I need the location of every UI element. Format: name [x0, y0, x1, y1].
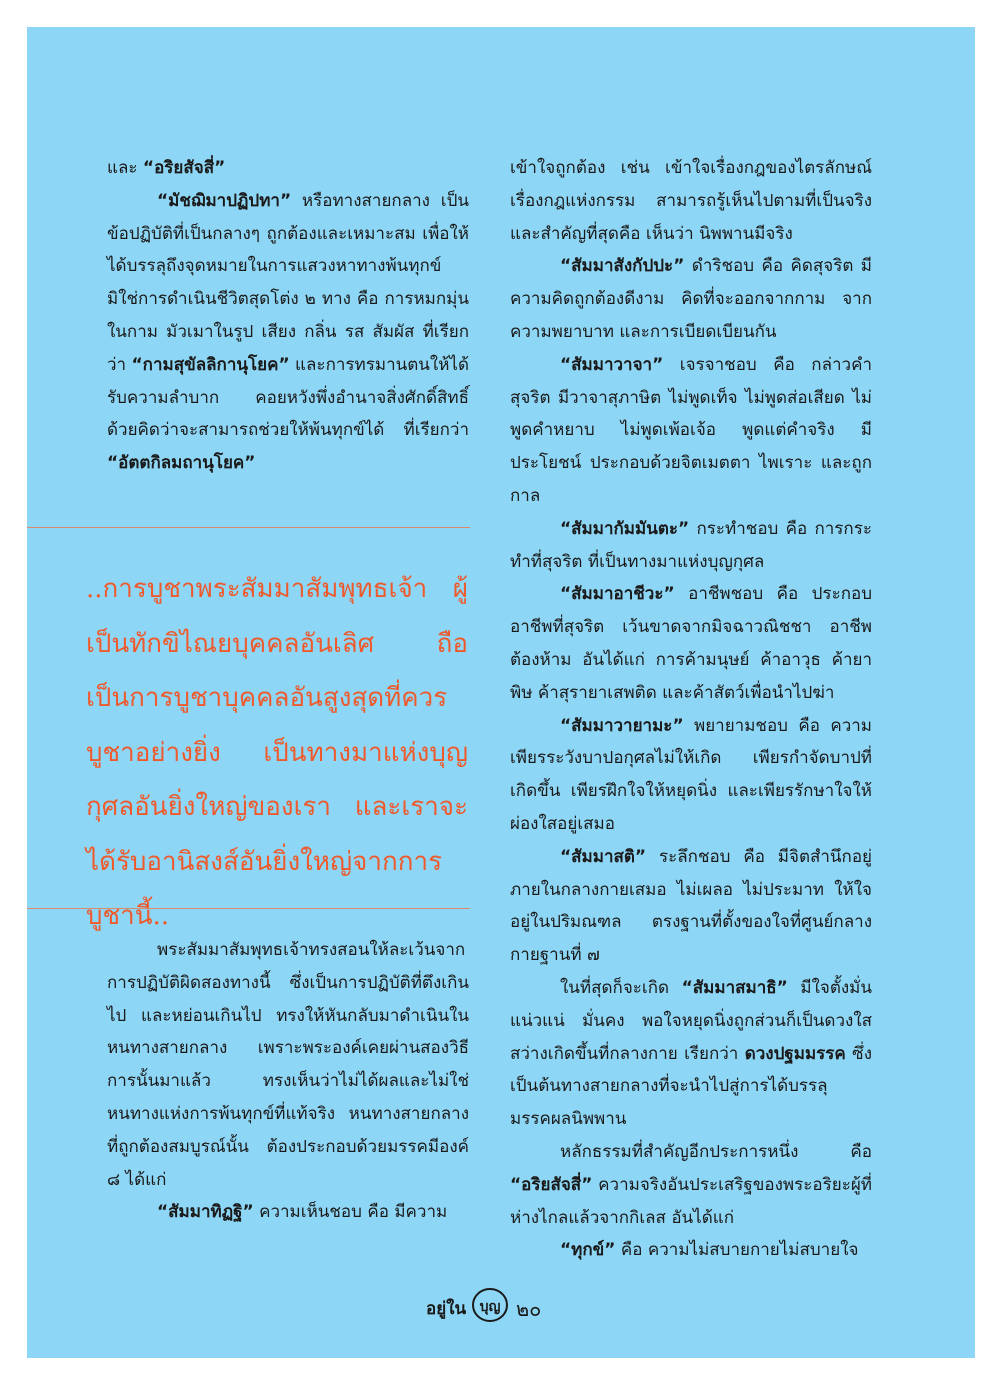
paragraph [510, 1234, 872, 1267]
paragraph [510, 710, 872, 841]
paragraph [107, 934, 469, 1196]
text-run: ในที่สุดก็จะเกิด [560, 977, 682, 998]
page-number: ๒๐ [516, 1297, 542, 1321]
bold-term: ดวงปฐมมรรค [744, 1043, 846, 1064]
text-run: เข้าใจถูกต้อง เช่น เข้าใจเรื่องกฎของไตรลักษณ์ เรื่องกฎแห่งกรรม สามารถรู้เห็นไปตามที่เป็นจริง และสำคัญที่สุดคือ เห็นว่า นิพพานมีจริง [510, 158, 872, 244]
bold-term: “สัมมาสังกัปปะ” [560, 256, 685, 277]
magazine-logo-text: บุญ [479, 1299, 501, 1315]
page-footer [0, 1287, 1000, 1327]
bold-term: “สัมมาอาชีวะ” [560, 584, 675, 605]
quote-rule-bottom [27, 908, 470, 909]
paragraph [510, 513, 872, 579]
text-run: ระลึกชอบ คือ มีจิตสำนึกอยู่ภายในกลางกายเสมอ ไม่เผลอ ไม่ประมาท ให้ใจอยู่ในปริมณฑล ตรงฐานที่ตั้งของใจที่ศูนย์กลางกายฐานที่ ๗ [510, 846, 872, 966]
paragraph [510, 152, 872, 250]
text-run: หรือทางสายกลาง เป็นข้อปฏิบัติที่เป็นกลางๆ ถูกต้องและเหมาะสม เพื่อให้ได้บรรลุถึงจุดหมายในการแสวงหาทางพ้นทุกข์ มิใช่การดำเนินชีวิตสุดโต่ง ๒ ทาง คือ การหมกมุ่นในกาม มัวเมาในรูป เสียง กลิ่น รส สัมผัส ที่เรียกว่า [107, 190, 469, 375]
paragraph [510, 841, 872, 972]
paragraph [107, 1196, 469, 1229]
paragraph [510, 578, 872, 709]
left-column-bottom [107, 934, 469, 1229]
paragraph [510, 972, 872, 1136]
text-run: และ [107, 158, 143, 178]
bold-term: “ทุกข์” [560, 1240, 616, 1261]
text-run: เจรจาชอบ คือ กล่าวคำสุจริต มีวาจาสุภาษิต ไม่พูดเท็จ ไม่พูดส่อเสียด ไม่พูดคำหยาบ ไม่พูดเพ้อเจ้อ พูดแต่คำจริง มีประโยชน์ ประกอบด้วยจิตเมตตา ไพเราะ และถูกกาล [510, 354, 872, 506]
text-run: คือ ความไม่สบายกายไม่สบายใจ [615, 1240, 859, 1261]
bold-term: “สัมมาวาจา” [560, 354, 664, 375]
text-run: ซึ่งเป็นต้นทางสายกลางที่จะนำไปสู่การได้บรรลุมรรคผลนิพพาน [510, 1043, 872, 1130]
text-run: ความจริงอันประเสริฐของพระอริยะผู้ที่ห่างไกลแล้วจากกิเลส อันได้แก่ [510, 1174, 872, 1228]
bold-term: “อัตตกิลมถานุโยค” [107, 453, 256, 474]
left-column-top [107, 152, 469, 480]
right-column [510, 152, 872, 1267]
magazine-logo-icon [470, 1287, 510, 1323]
bold-term: “กามสุขัลลิกานุโยค” [131, 354, 290, 375]
bold-term: “สัมมาสติ” [560, 846, 647, 867]
text-run: และการทรมานตนให้ได้รับความลำบาก คอยหวังพึ่งอำนาจสิ่งศักดิ์สิทธิ์ ด้วยคิดว่าจะสามารถช่วยให้พ้นทุกข์ได้ ที่เรียกว่า [107, 354, 470, 441]
text-run: พยายามชอบ คือ ความเพียรระวังบาปอกุศลไม่ให้เกิด เพียรกำจัดบาปที่เกิดขึ้น เพียรฝึกใจให้หยุดนิ่ง และเพียรรักษาใจให้ผ่องใสอยู่เสมอ [510, 715, 872, 834]
text-run: มีใจตั้งมั่นแน่วแน่ มั่นคง พอใจหยุดนิ่งถูกส่วนก็เป็นดวงใสสว่างเกิดขึ้นที่กลางกาย เรียกว่า [510, 977, 872, 1064]
paragraph [107, 185, 469, 480]
text-run: พระสัมมาสัมพุทธเจ้าทรงสอนให้ละเว้นจากการปฏิบัติผิดสองทางนี้ ซึ่งเป็นการปฏิบัติที่ตึงเกินไป และหย่อนเกินไป ทรงให้หันกลับมาดำเนินในหนทางสายกลาง เพราะพระองค์เคยผ่านสองวิธีการนั้นมาแล้ว ทรงเห็นว่าไม่ได้ผลและไม่ใช่หนทางแห่งการพ้นทุกข์ที่แท้จริง หนทางสายกลางที่ถูกต้องสมบูรณ์นั้น ต้องประกอบด้วยมรรคมีองค์ ๘ ได้แก่ [107, 940, 469, 1190]
text-run: หลักธรรมที่สำคัญอีกประการหนึ่ง คือ [560, 1141, 872, 1162]
pull-quote: ..การบูชาพระสัมมาสัมพุทธเจ้า ผู้เป็นทักขิไณยบุคคลอันเลิศ ถือเป็นการบูชาบุคคลอันสูงสุดที่ควรบูชาอย่างยิ่ง เป็นทางมาแห่งบุญกุศลอันยิ่งใหญ่ของเรา และเราจะได้รับอานิสงส์อันยิ่งใหญ่จากการบูชานี้.. [86, 574, 468, 931]
text-run: กระทำชอบ คือ การกระทำที่สุจริต ที่เป็นทางมาแห่งบุญกุศล [510, 518, 872, 572]
paragraph [510, 1136, 872, 1234]
bold-term: “อริยสัจสี่” [142, 158, 226, 178]
paragraph [510, 349, 872, 513]
text-run: ดำริชอบ คือ คิดสุจริต มีความคิดถูกต้องดีงาม คิดที่จะออกจากกาม จากความพยาบาท และการเบียดเบียนกัน [510, 256, 872, 342]
text-run: อาชีพชอบ คือ ประกอบอาชีพที่สุจริต เว้นขาดจากมิจฉาวณิชชา อาชีพต้องห้าม อันได้แก่ การค้ามนุษย์ ค้าอาวุธ ค้ายาพิษ ค้าสุรายาเสพติด และค้าสัตว์เพื่อนำไปฆ่า [510, 584, 872, 703]
bold-term: “สัมมาทิฏฐิ” [157, 1202, 254, 1223]
bold-term: “สัมมากัมมันตะ” [560, 518, 690, 539]
paragraph [107, 152, 469, 185]
quote-rule-top [27, 527, 470, 528]
paragraph [510, 250, 872, 348]
magazine-title: อยู่ใน [426, 1299, 467, 1319]
text-run: ความเห็นชอบ คือ มีความ [253, 1202, 448, 1223]
bold-term: “สัมมาสมาธิ” [681, 977, 788, 998]
bold-term: “อริยสัจสี่” [510, 1174, 593, 1195]
bold-term: “มัชฌิมาปฏิปทา” [157, 190, 292, 211]
bold-term: “สัมมาวายามะ” [560, 715, 684, 736]
